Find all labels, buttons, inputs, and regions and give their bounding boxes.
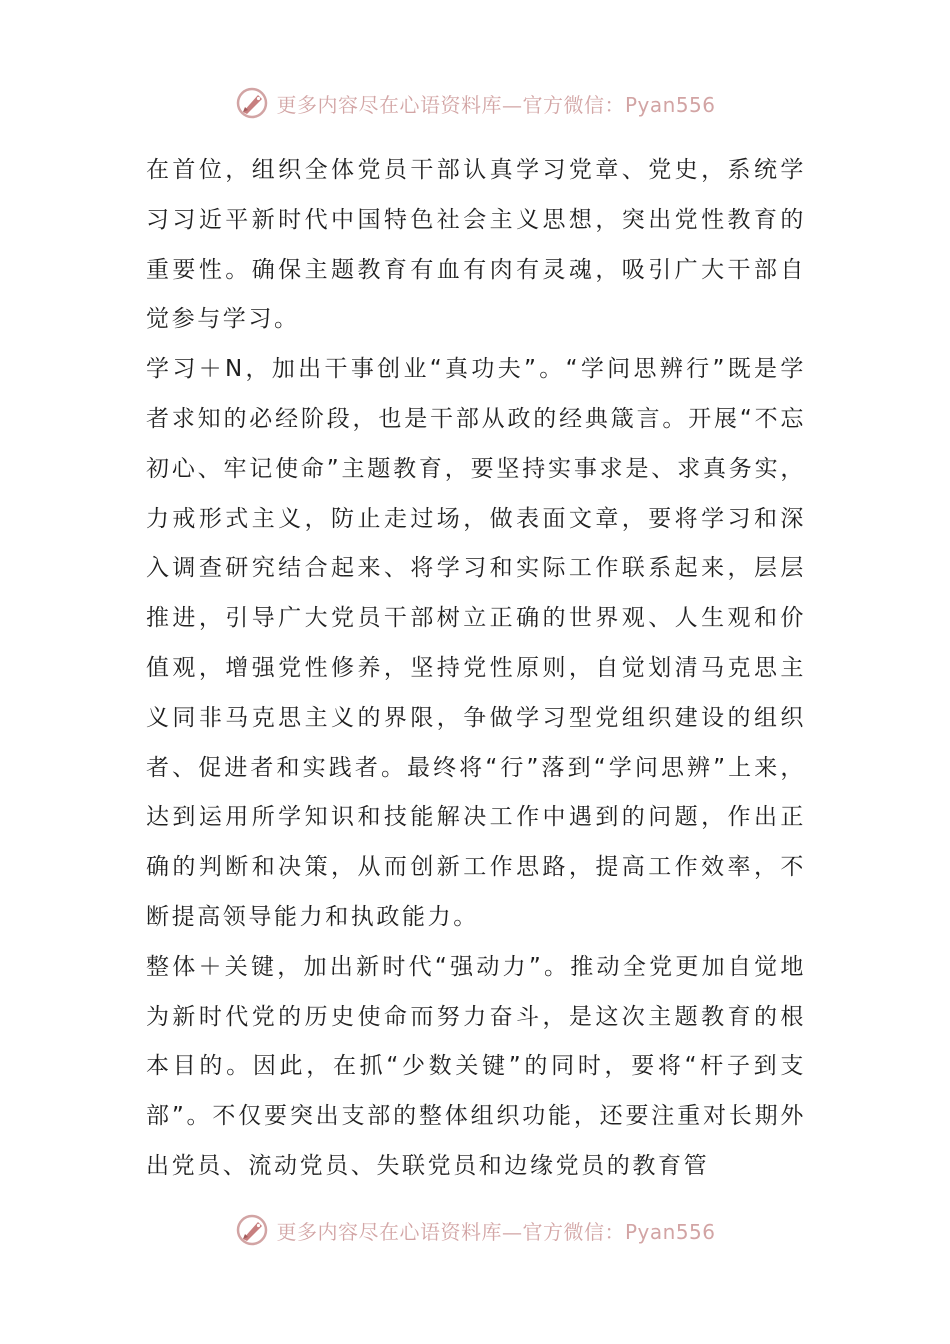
paragraph-2: 学习＋N，加出干事创业“真功夫”。“学问思辨行”既是学者求知的必经阶段，也是干部从政的经典箴言。开展“不忘初心、牢记使命”主题教育，要坚持实事求是、求真务实，力戒形式主义，防止走过场，做表面文章，要将学习和深入调查研究结合起来、将学习和实际工作联系起来，层层推进，引导广大党员干部树立正确的世界观、人生观和价值观，增强党性修养，坚持党性原则，自觉划清马克思主义同非马克思主义的界限，争做学习型党组织建设的组织者、促进者和实践者。最终将“行”落到“学问思辨”上来，达到运用所学知识和技能解决工作中遇到的问题，作出正确的判断和决策，从而创新工作思路，提高工作效率，不断提高领导能力和执政能力。 [146,356,806,930]
footer-watermark [0,1210,950,1250]
watermark-wechat-id: Pyan556 [624,92,716,117]
document-body [146,146,806,1192]
watermark-wechat-id: Pyan556 [624,1219,716,1244]
pen-nib-logo-icon [234,85,270,121]
watermark-brand: 更多内容尽在心语资料库—官方微信： [276,1219,625,1244]
pen-nib-logo-icon [234,1212,270,1248]
header-watermark [0,83,950,123]
paragraph-1: 在首位，组织全体党员干部认真学习党章、党史，系统学习习近平新时代中国特色社会主义思想，突出党性教育的重要性。确保主题教育有血有肉有灵魂，吸引广大干部自觉参与学习。 [146,157,806,333]
paragraph-3: 整体＋关键，加出新时代“强动力”。推动全党更加自觉地为新时代党的历史使命而努力奋斗，是这次主题教育的根本目的。因此，在抓“少数关键”的同时，要将“杆子到支部”。不仅要突出支部的整体组织功能，还要注重对长期外出党员、流动党员、失联党员和边缘党员的教育管 [146,953,806,1179]
watermark-text [276,1216,715,1245]
watermark-text [276,89,715,118]
watermark-brand: 更多内容尽在心语资料库—官方微信： [276,92,625,117]
